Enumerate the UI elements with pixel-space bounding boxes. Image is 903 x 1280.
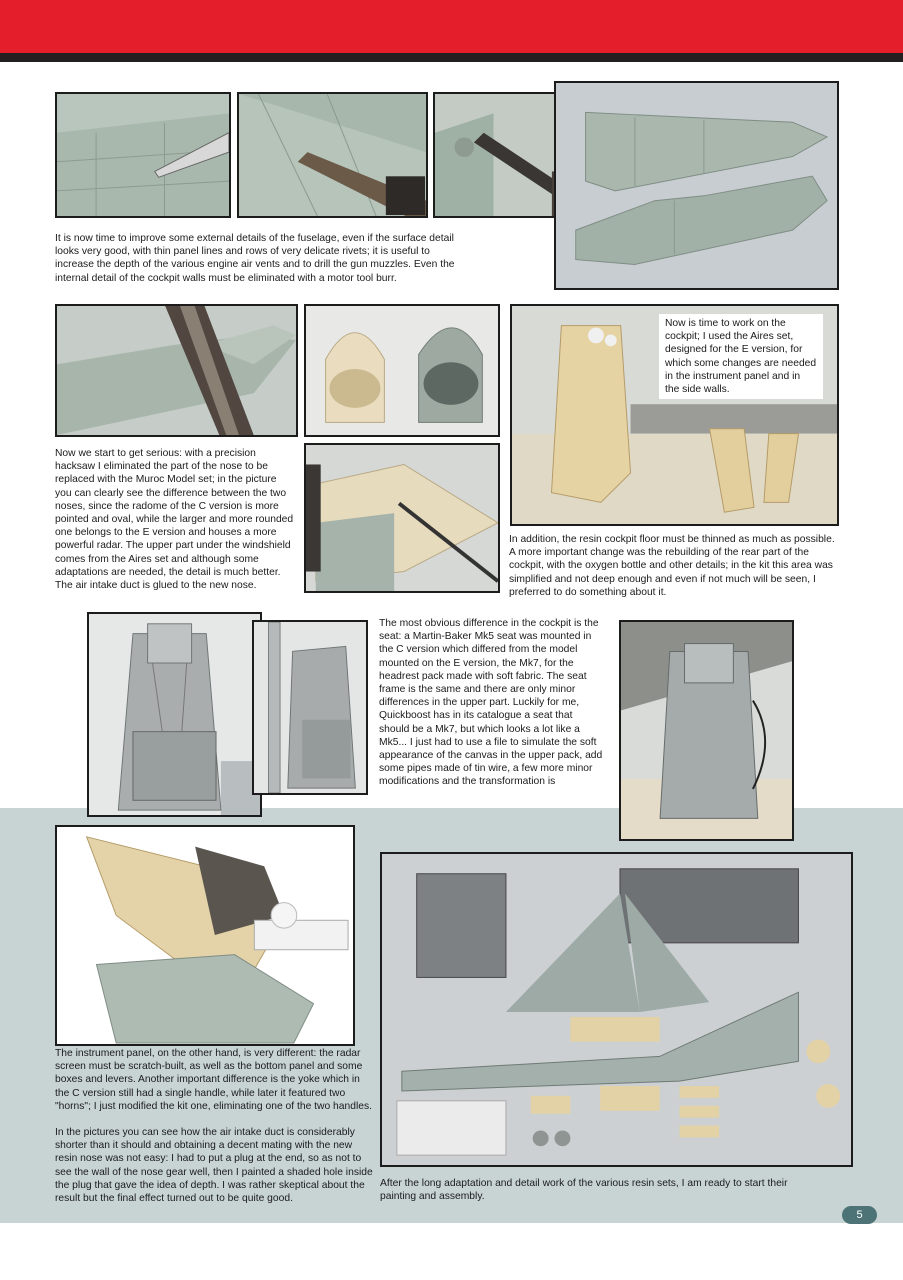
caption-nose-replacement: Now we start to get serious: with a precision hacksaw I eliminated the part of the nose to be replaced with the Muroc Model set; in the picture you can clearly see the difference between the two noses, since the radome of the C version is more pointed and oval, while the larger and more rounded one belongs to the E version and houses a more powerful radar. The upper part under the windshield comes from the Aires set and although some adaptations are needed, the detail is much better. The air intake duct is glued to the new nose.: [55, 448, 294, 592]
header-red-bar: [0, 0, 903, 53]
header-dark-strip: [0, 53, 903, 62]
photo-new-nose-fitted: [304, 443, 500, 593]
caption-cockpit-floor: In addition, the resin cockpit floor must be thinned as much as possible. A more important change was the rebuilding of the rear part of the cockpit, with the oxygen bottle and other details; in the kit this area was simplified and not deep enough and even if not much will be seen, I preferred to do something about it.: [509, 534, 835, 598]
caption-bottom-left: [55, 1047, 373, 1205]
photo-seat-detailed: [619, 620, 794, 841]
photo-drilling-vents: [237, 92, 428, 218]
caption-cockpit-aires: Now is time to work on the cockpit; I used the Aires set, designed for the E version, for which some changes are needed in the instrument panel and in the side walls.: [659, 314, 823, 399]
photo-fuselage-halves: [554, 81, 839, 290]
photo-vent-scribing: [55, 92, 231, 218]
caption-instrument-panel: The instrument panel, on the other hand, is very different: the radar screen must be scratch-built, as well as the bottom panel and some boxes and levers. Another important difference is the yoke which in the C version still had a single handle, while later it featured two "horns"; I just modified the kit one, eliminating one of the two handles.: [55, 1048, 372, 1112]
caption-fuselage-details: It is now time to improve some external details of the fuselage, even if the surface detail looks very good, with thin panel lines and rows of very delicate rivets; it is useful to increase the depth of the various engine air vents and to drill the gun muzzles. Even the internal detail of the cockpit walls must be eliminated with a motor tool burr.: [55, 233, 455, 284]
caption-air-intake: In the pictures you can see how the air intake duct is considerably shorter than it should and obtaining a decent mating with the new resin nose was not easy: I had to put a plug at the end, so as not to see the wall of the nose gear well, then I painted a shaded hole inside the plug that gave the idea of depth. I was rather skeptical about the result but the final effect turned out to be quite good.: [55, 1127, 373, 1205]
photo-seat-front: [87, 612, 262, 817]
photo-two-noses: [304, 304, 500, 437]
caption-final-parts: After the long adaptation and detail work of the various resin sets, I am ready to start their painting and assembly.: [380, 1178, 788, 1203]
caption-seat: The most obvious difference in the cockpit is the seat: a Martin-Baker Mk5 seat was mounted in the C version which differed from the model mounted on the E version, the Mk7, for the headrest pack made with soft fabric. The seat frame is the same and there are only minor differences in the upper part. Luckily for me, Quickboost has in its catalogue a seat that should be a Mk7, but which looks a lot like a Mk5... I just had to use a file to simulate the soft appearance of the canvas in the upper pack, add some pipes made of tin wire, a few more minor modifications and the transformation is: [379, 618, 603, 788]
photo-nose-assembly-cockpit: [55, 825, 355, 1046]
page-number-badge: 5: [842, 1206, 877, 1224]
photo-all-resin-parts: [380, 852, 853, 1167]
photo-hacksaw-nose: [55, 304, 298, 437]
photo-seat-side: [252, 620, 368, 795]
